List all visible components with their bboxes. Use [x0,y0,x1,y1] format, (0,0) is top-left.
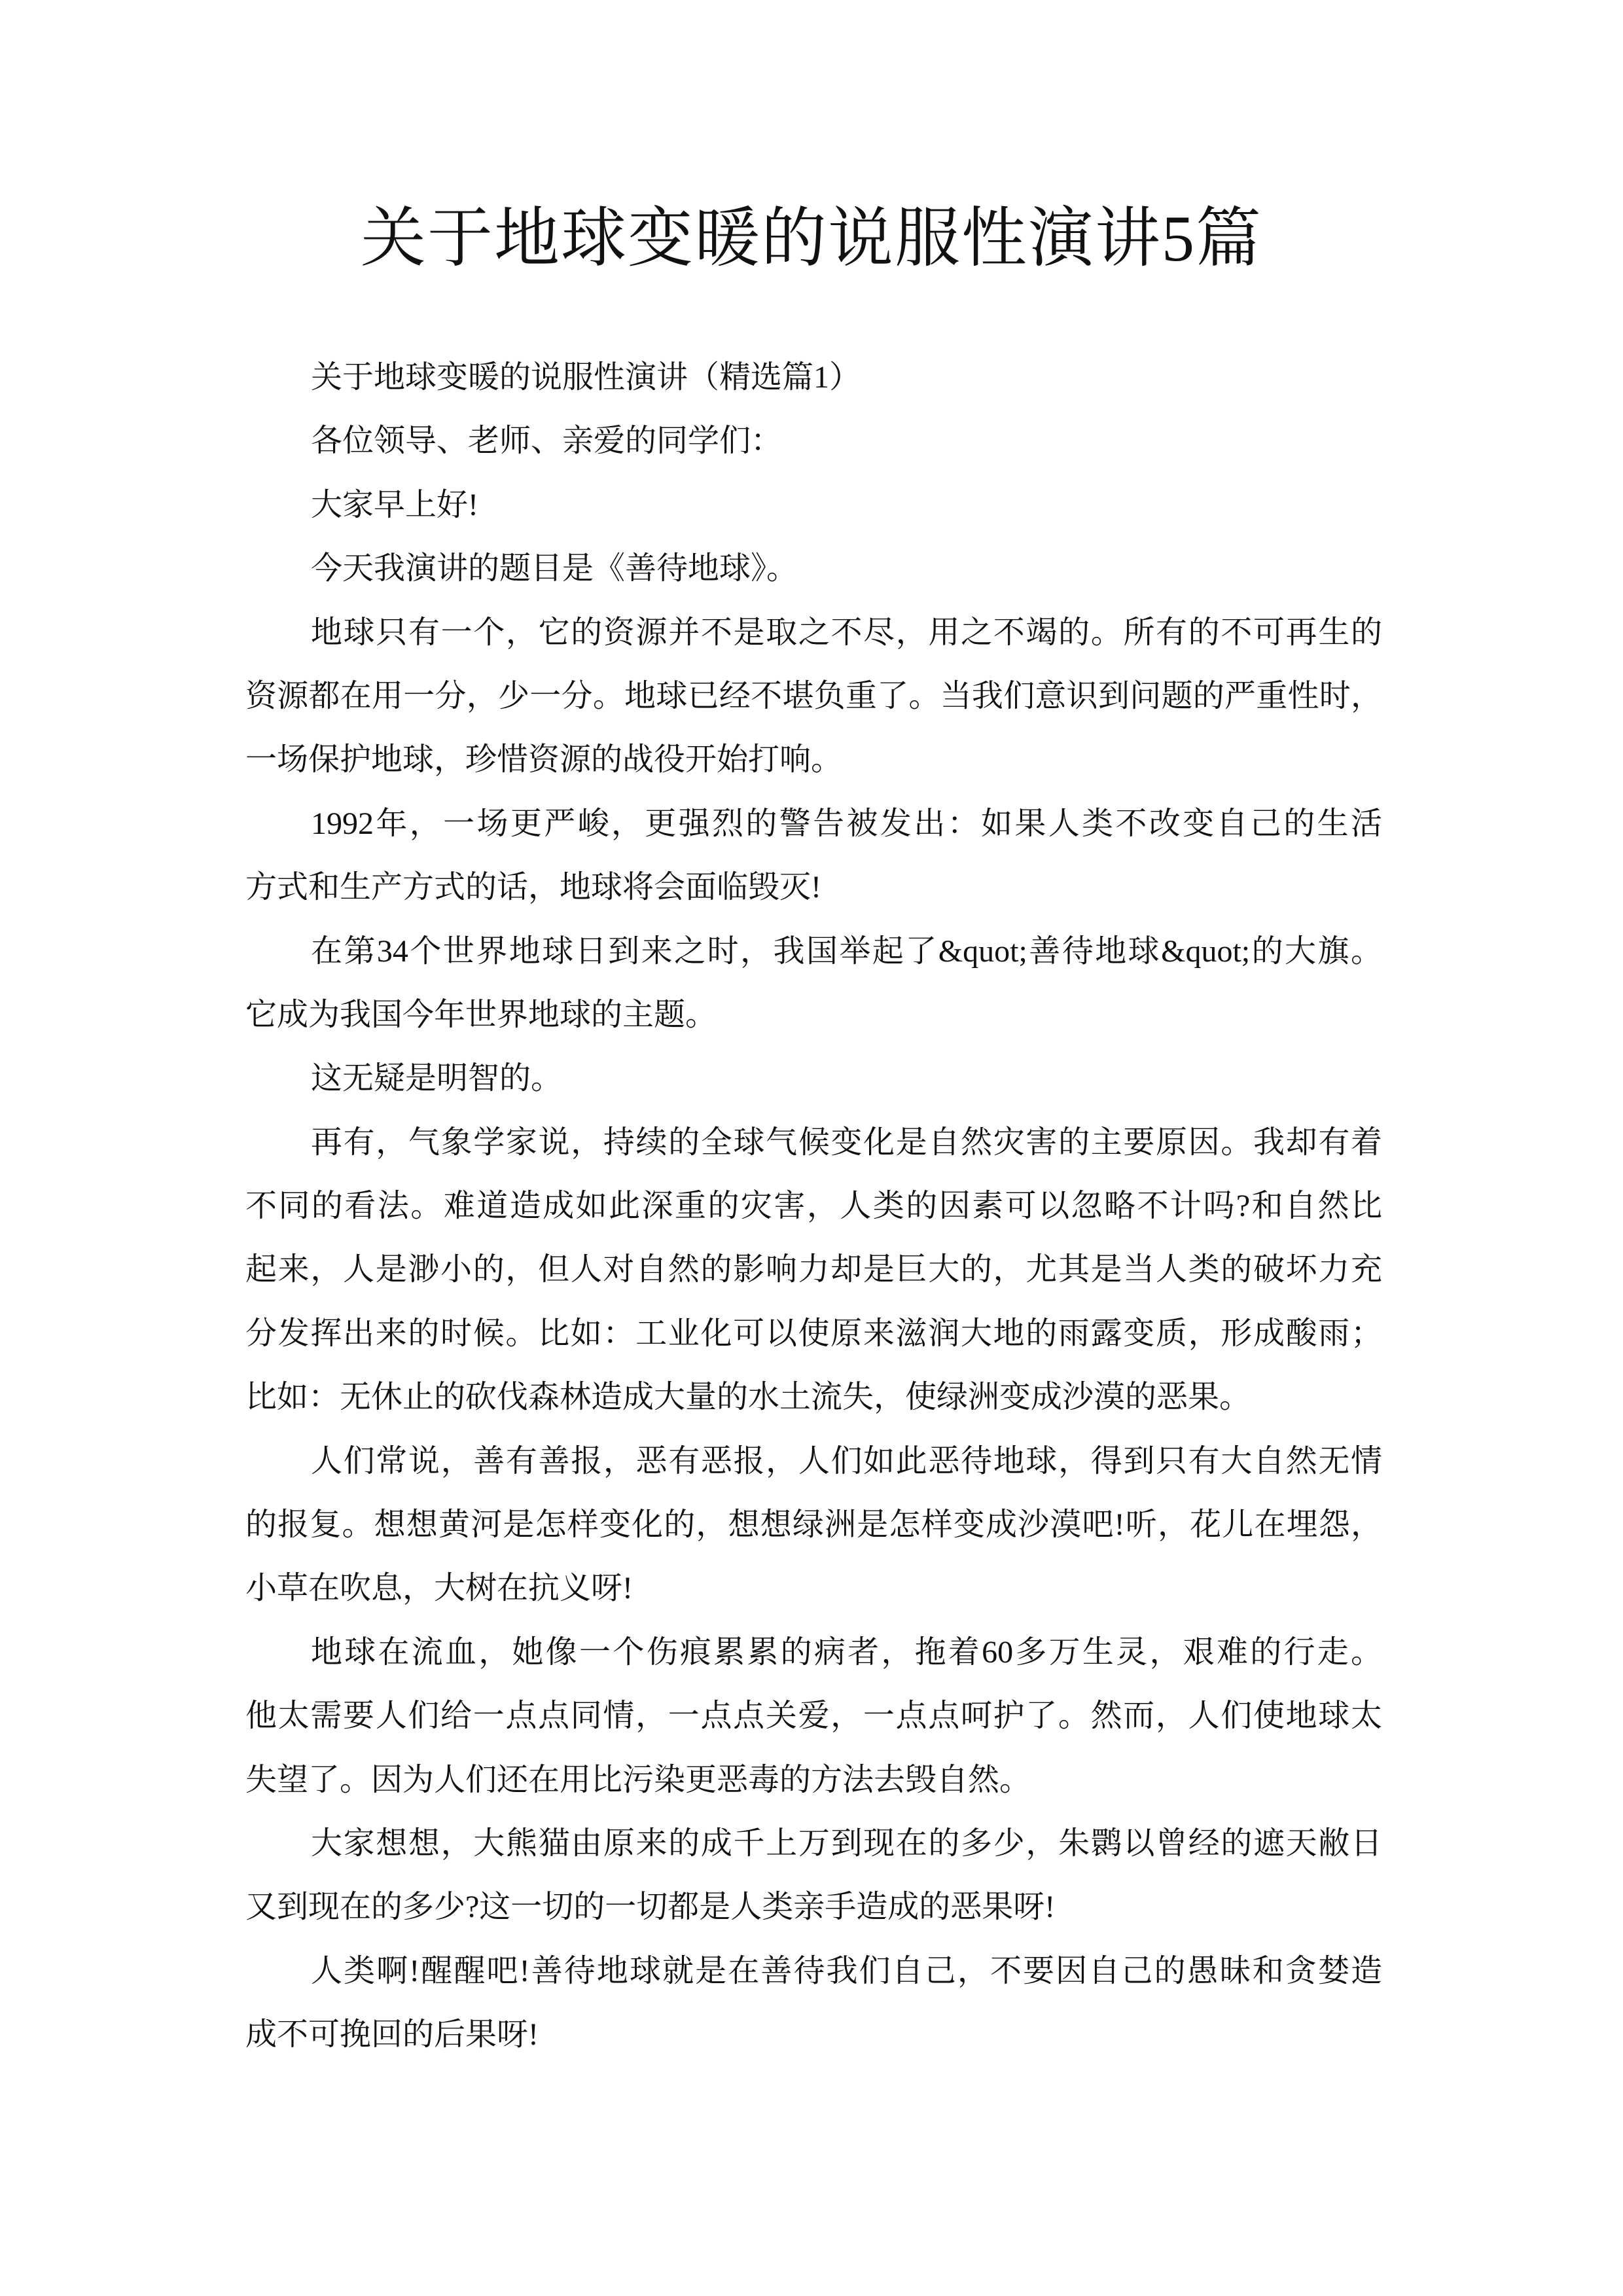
paragraph-line: 关于地球变暖的说服性演讲（精选篇1） [311,360,861,395]
paragraph-line: 大家想想，大熊猫由原来的成千上万到现在的多少，朱鹮以曾经的遮天敝日 [311,1825,1382,1861]
paragraph-line: 方式和生产方式的话，地球将会面临毁灭! [245,870,821,905]
paragraph [245,1111,1382,1429]
paragraph-line: 今天我演讲的题目是《善待地球》。 [311,551,798,586]
paragraph-line: 它成为我国今年世界地球的主题。 [245,997,717,1032]
paragraph [245,346,1382,409]
paragraph [245,1621,1382,1812]
paragraph-line: 起来，人是渺小的，但人对自然的影响力却是巨大的，尤其是当人类的破坏力充 [245,1252,1382,1287]
paragraph-line: 1992年，一场更严峻，更强烈的警告被发出：如果人类不改变自己的生活 [311,806,1382,841]
paragraph [245,1047,1382,1110]
paragraph-line: 各位领导、老师、亲爱的同学们： [311,423,783,459]
paragraph [245,537,1382,600]
paragraph-line: 人们常说，善有善报，恶有恶报，人们如此恶待地球，得到只有大自然无情 [311,1443,1382,1479]
paragraph-line: 人类啊!醒醒吧!善待地球就是在善待我们自己，不要因自己的愚昧和贪婪造 [311,1953,1382,1988]
paragraph-line: 失望了。因为人们还在用比污染更恶毒的方法去毁自然。 [245,1762,1031,1797]
paragraph [245,1812,1382,1939]
paragraph-line: 比如：无休止的砍伐森林造成大量的水土流失，使绿洲变成沙漠的恶果。 [245,1380,1251,1415]
paragraph [245,920,1382,1047]
paragraph [245,1939,1382,2067]
paragraph-line: 一场保护地球，珍惜资源的战役开始打响。 [245,742,843,778]
document-title: 关于地球变暖的说服性演讲5篇 [361,202,1262,275]
paragraph-line: 又到现在的多少?这一切的一切都是人类亲手造成的恶果呀! [245,1890,1056,1925]
paragraph [245,409,1382,473]
paragraph-line: 大家早上好! [311,487,478,522]
paragraph-line: 他太需要人们给一点点同情，一点点关爱，一点点呵护了。然而，人们使地球太 [245,1698,1382,1734]
paragraph-line: 再有，气象学家说，持续的全球气候变化是自然灾害的主要原因。我却有着 [311,1124,1382,1160]
paragraph-line: 地球在流血，她像一个伤痕累累的病者，拖着60多万生灵，艰难的行走。 [311,1634,1382,1670]
paragraph-line: 在第34个世界地球日到来之时，我国举起了&quot;善待地球&quot;的大旗。 [311,933,1382,969]
paragraph-line: 资源都在用一分，少一分。地球已经不堪负重了。当我们意识到问题的严重性时， [245,678,1382,713]
paragraph-line: 的报复。想想黄河是怎样变化的，想想绿洲是怎样变成沙漠吧!听，花儿在埋怨， [245,1507,1382,1543]
paragraph-line: 这无疑是明智的。 [311,1061,563,1096]
paragraph-line: 小草在吹息，大树在抗义呀! [245,1571,633,1606]
paragraph [245,601,1382,792]
paragraph [245,1429,1382,1621]
document-body [245,346,1382,2067]
paragraph [245,792,1382,920]
paragraph-line: 不同的看法。难道造成如此深重的灾害，人类的因素可以忽略不计吗?和自然比 [245,1189,1382,1224]
paragraph-line: 地球只有一个，它的资源并不是取之不尽，用之不竭的。所有的不可再生的 [311,615,1382,650]
paragraph-line: 分发挥出来的时候。比如：工业化可以使原来滋润大地的雨露变质，形成酸雨； [245,1316,1382,1351]
paragraph-line: 成不可挽回的后果呀! [245,2017,539,2053]
paragraph [245,473,1382,537]
